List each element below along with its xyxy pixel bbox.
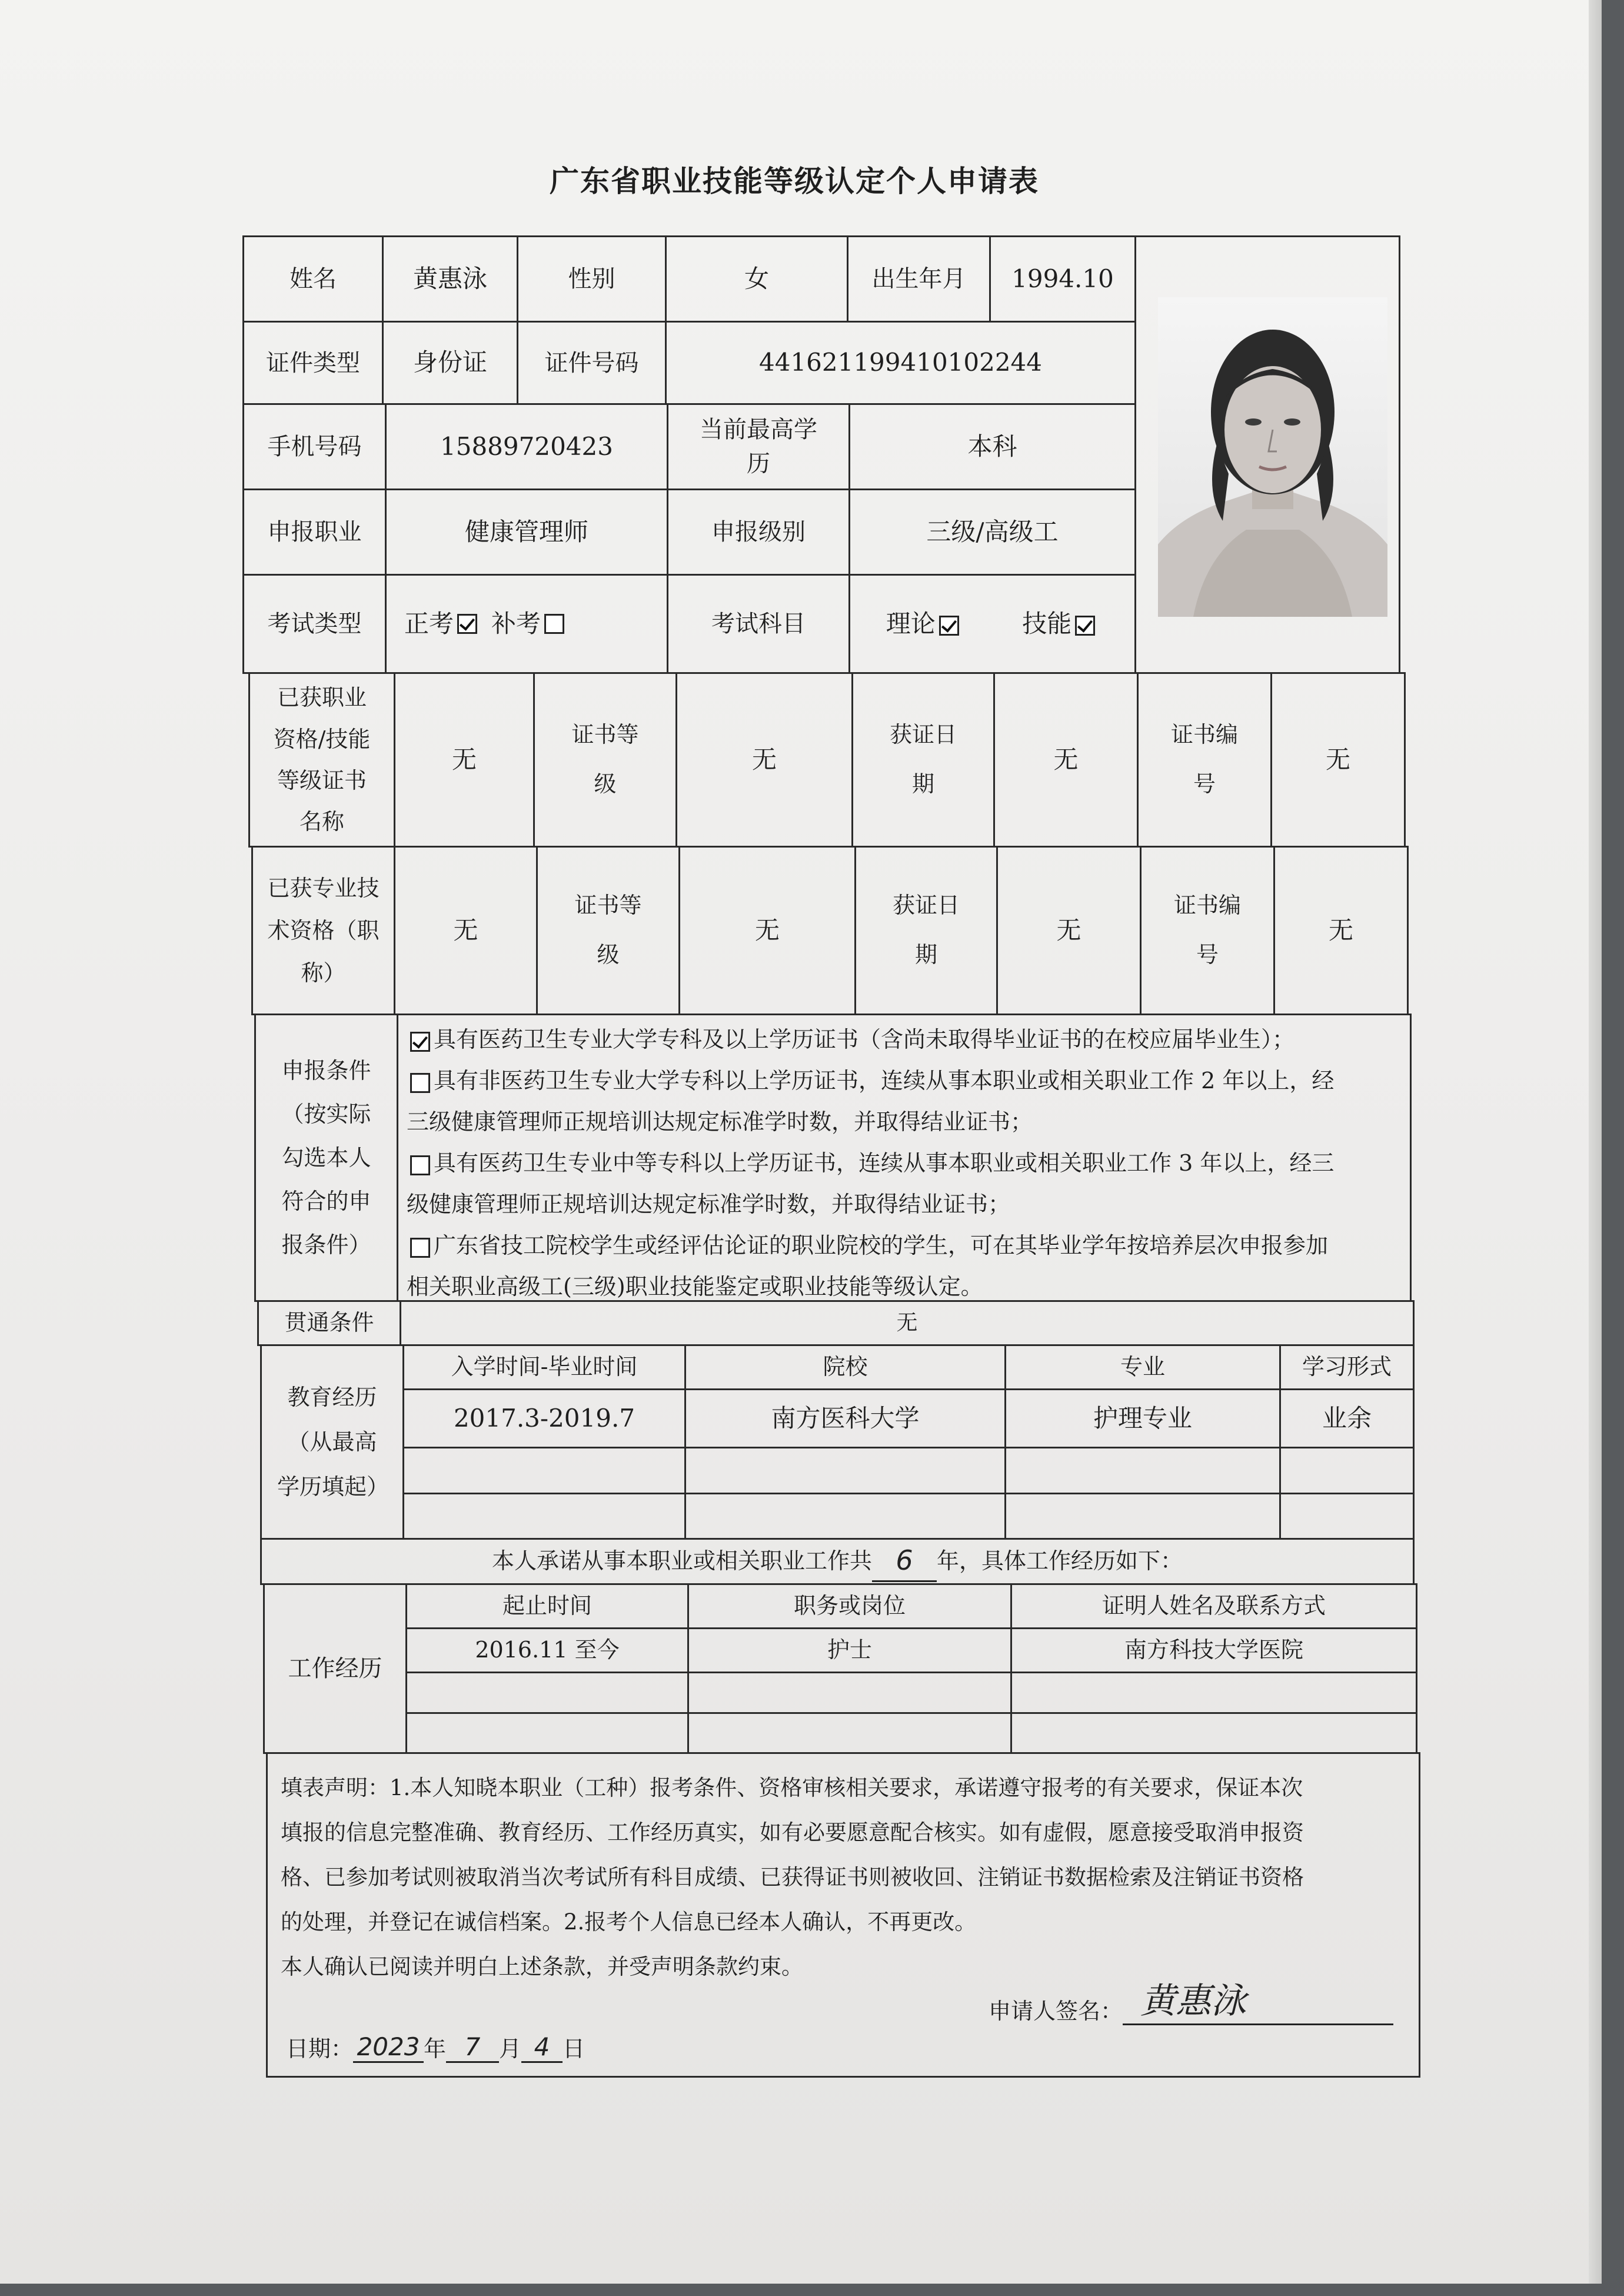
exam-type-regular-label: 正考 (404, 609, 454, 638)
edu-row-1-mode: 业余 (1279, 1388, 1415, 1448)
edu-row-3-period (402, 1493, 686, 1540)
exam-type-options (385, 574, 668, 674)
label-tech-date: 获证日期 (854, 846, 998, 1015)
value-occupation: 健康管理师 (385, 489, 668, 576)
label-id-number: 证件号码 (517, 321, 667, 405)
declaration-line-5: 本人确认已阅读并明白上述条款，并受声明条款约束。 (281, 1954, 803, 1979)
work-row-2-position (687, 1672, 1012, 1714)
exam-type-makeup-label: 补考 (491, 609, 541, 638)
commitment-suffix: 年，具体工作经历如下： (937, 1548, 1183, 1574)
value-tech-no: 无 (1273, 846, 1409, 1015)
condition-4-line-2: 相关职业高级工(三级)职业技能鉴定或职业技能等级认定。 (407, 1274, 983, 1300)
label-cert-no: 证书编号 (1137, 672, 1272, 848)
applicant-signature: 黄惠泳 (1123, 1973, 1393, 2025)
edu-row-3-major (1004, 1493, 1281, 1540)
condition-4-checkbox[interactable] (410, 1238, 430, 1258)
value-education: 本科 (848, 403, 1136, 490)
exam-subject-skill-checkbox[interactable] (1075, 616, 1095, 636)
condition-item: 具有医药卫生专业中等专科以上学历证书，连续从事本职业或相关职业工作 3 年以上，经三 (407, 1142, 1400, 1184)
signature-label: 申请人签名： (989, 1998, 1123, 2024)
value-level: 三级/高级工 (848, 489, 1136, 576)
applicant-photo (1158, 297, 1387, 617)
portrait-figure (1158, 297, 1387, 617)
edu-row-2-school (684, 1447, 1006, 1494)
label-cert-name: 已获职业资格/技能等级证书名称 (248, 672, 395, 848)
edu-header-mode: 学习形式 (1279, 1344, 1415, 1390)
condition-item: 具有非医药卫生专业大学专科以上学历证书，连续从事本职业或相关职业工作 2 年以上，经 (407, 1060, 1400, 1101)
value-id-type: 身份证 (382, 321, 518, 405)
value-tech-level: 无 (678, 846, 856, 1015)
declaration-line-1: 填表声明：1.本人知晓本职业（工种）报考条件、资格审核相关要求，承诺遵守报考的有关要求，保证本次 (281, 1775, 1303, 1800)
declaration-line-2: 填报的信息完整准确、教育经历、工作经历真实，如有必要愿意配合核实。如有虚假，愿意接受取消申报资 (281, 1820, 1304, 1845)
condition-2-line-2: 三级健康管理师正规培训达规定标准学时数，并取得结业证书； (407, 1109, 1033, 1135)
label-occupation: 申报职业 (242, 489, 387, 576)
label-tech-no: 证书编号 (1140, 846, 1275, 1015)
condition-2-checkbox[interactable] (410, 1073, 430, 1093)
commitment-prefix: 本人承诺从事本职业或相关职业工作共 (491, 1548, 872, 1574)
label-exam-subject: 考试科目 (667, 574, 850, 674)
edu-row-2-mode (1279, 1447, 1415, 1494)
work-commitment (260, 1538, 1415, 1585)
value-birth: 1994.10 (989, 235, 1136, 323)
edu-row-3-mode (1279, 1493, 1415, 1540)
edu-row-2-major (1004, 1447, 1281, 1494)
edu-header-school: 院校 (684, 1344, 1006, 1390)
date-label: 日期： (286, 2036, 354, 2062)
day-unit: 日 (563, 2036, 585, 2062)
year-unit: 年 (424, 2036, 447, 2062)
condition-3-line-2: 级健康管理师正规培训达规定标准学时数，并取得结业证书； (407, 1191, 1011, 1217)
paper-stack-edge (1589, 0, 1602, 2284)
label-tech-title: 已获专业技术资格（职称） (251, 846, 395, 1015)
work-header-reference: 证明人姓名及联系方式 (1010, 1583, 1417, 1629)
value-cert-name: 无 (394, 672, 535, 848)
label-edu-history: 教育经历（从最高学历填起） (260, 1344, 404, 1540)
edu-header-major: 专业 (1004, 1344, 1281, 1390)
commitment-years: 6 (872, 1541, 937, 1582)
label-phone: 手机号码 (242, 403, 387, 490)
value-cert-date: 无 (993, 672, 1139, 848)
value-phone: 15889720423 (385, 403, 668, 490)
work-row-1-position: 护士 (687, 1627, 1012, 1673)
edu-row-2-period (402, 1447, 686, 1494)
work-row-1-reference: 南方科技大学医院 (1010, 1627, 1417, 1673)
edu-header-period: 入学时间-毕业时间 (402, 1344, 686, 1390)
work-header-position: 职务或岗位 (687, 1583, 1012, 1629)
label-work-history: 工作经历 (263, 1583, 407, 1754)
value-tech-date: 无 (996, 846, 1142, 1015)
label-cert-date: 获证日期 (851, 672, 995, 848)
label-exam-type: 考试类型 (242, 574, 387, 674)
work-row-2-period (405, 1672, 689, 1714)
value-name: 黄惠泳 (382, 235, 518, 323)
condition-item: 广东省技工院校学生或经评估论证的职业院校的学生，可在其毕业学年按培养层次申报参加 (407, 1225, 1400, 1266)
exam-type-regular-checkbox[interactable] (457, 614, 477, 634)
date-row (286, 2031, 585, 2063)
edu-row-3-school (684, 1493, 1006, 1540)
label-level: 申报级别 (667, 489, 850, 576)
condition-1-checkbox[interactable] (410, 1032, 430, 1052)
conditions-list (397, 1014, 1412, 1302)
label-birth: 出生年月 (847, 235, 991, 323)
work-row-2-reference (1010, 1672, 1417, 1714)
work-row-1-period: 2016.11 至今 (405, 1627, 689, 1673)
date-month: 7 (446, 2032, 499, 2063)
condition-3-checkbox[interactable] (410, 1155, 430, 1175)
exam-type-makeup-checkbox[interactable] (544, 614, 564, 634)
edu-row-1-school: 南方医科大学 (684, 1388, 1006, 1448)
form-title: 广东省职业技能等级认定个人申请表 (550, 164, 1039, 198)
label-education: 当前最高学历 (667, 403, 850, 490)
value-cert-level: 无 (675, 672, 853, 848)
value-through: 无 (400, 1300, 1415, 1346)
label-id-type: 证件类型 (242, 321, 384, 405)
month-unit: 月 (499, 2036, 522, 2062)
label-gender: 性别 (517, 235, 667, 323)
date-day: 4 (521, 2032, 563, 2063)
value-tech-name: 无 (394, 846, 538, 1015)
edu-row-1-period: 2017.3-2019.7 (402, 1388, 686, 1448)
label-name: 姓名 (242, 235, 384, 323)
edu-row-1-major: 护理专业 (1004, 1388, 1281, 1448)
declaration-line-4: 的处理，并登记在诚信档案。2.报考个人信息已经本人确认，不再更改。 (281, 1909, 977, 1935)
value-id-number: 441621199410102244 (665, 321, 1136, 405)
condition-item: 具有医药卫生专业大学专科及以上学历证书（含尚未取得毕业证书的在校应届毕业生）； (407, 1019, 1400, 1060)
work-row-3-reference (1010, 1712, 1417, 1754)
exam-subject-options (848, 574, 1136, 674)
exam-subject-skill-label: 技能 (1022, 609, 1072, 638)
label-tech-level: 证书等级 (536, 846, 680, 1015)
work-row-3-period (405, 1712, 689, 1754)
signature-row (989, 1973, 1393, 2025)
exam-subject-theory-label: 理论 (886, 609, 936, 638)
label-through: 贯通条件 (257, 1300, 401, 1346)
label-cert-level: 证书等级 (533, 672, 677, 848)
label-conditions: 申报条件（按实际勾选本人符合的申报条件） (254, 1014, 398, 1302)
work-header-period: 起止时间 (405, 1583, 689, 1629)
value-gender: 女 (665, 235, 848, 323)
value-cert-no: 无 (1270, 672, 1406, 848)
exam-subject-theory-checkbox[interactable] (939, 616, 959, 636)
date-year: 2023 (353, 2032, 424, 2063)
declaration-box (266, 1752, 1420, 2078)
work-row-3-position (687, 1712, 1012, 1754)
declaration-line-3: 格、已参加考试则被取消当次考试所有科目成绩、已获得证书则被收回、注销证书数据检索及注销证书资格 (281, 1865, 1304, 1890)
